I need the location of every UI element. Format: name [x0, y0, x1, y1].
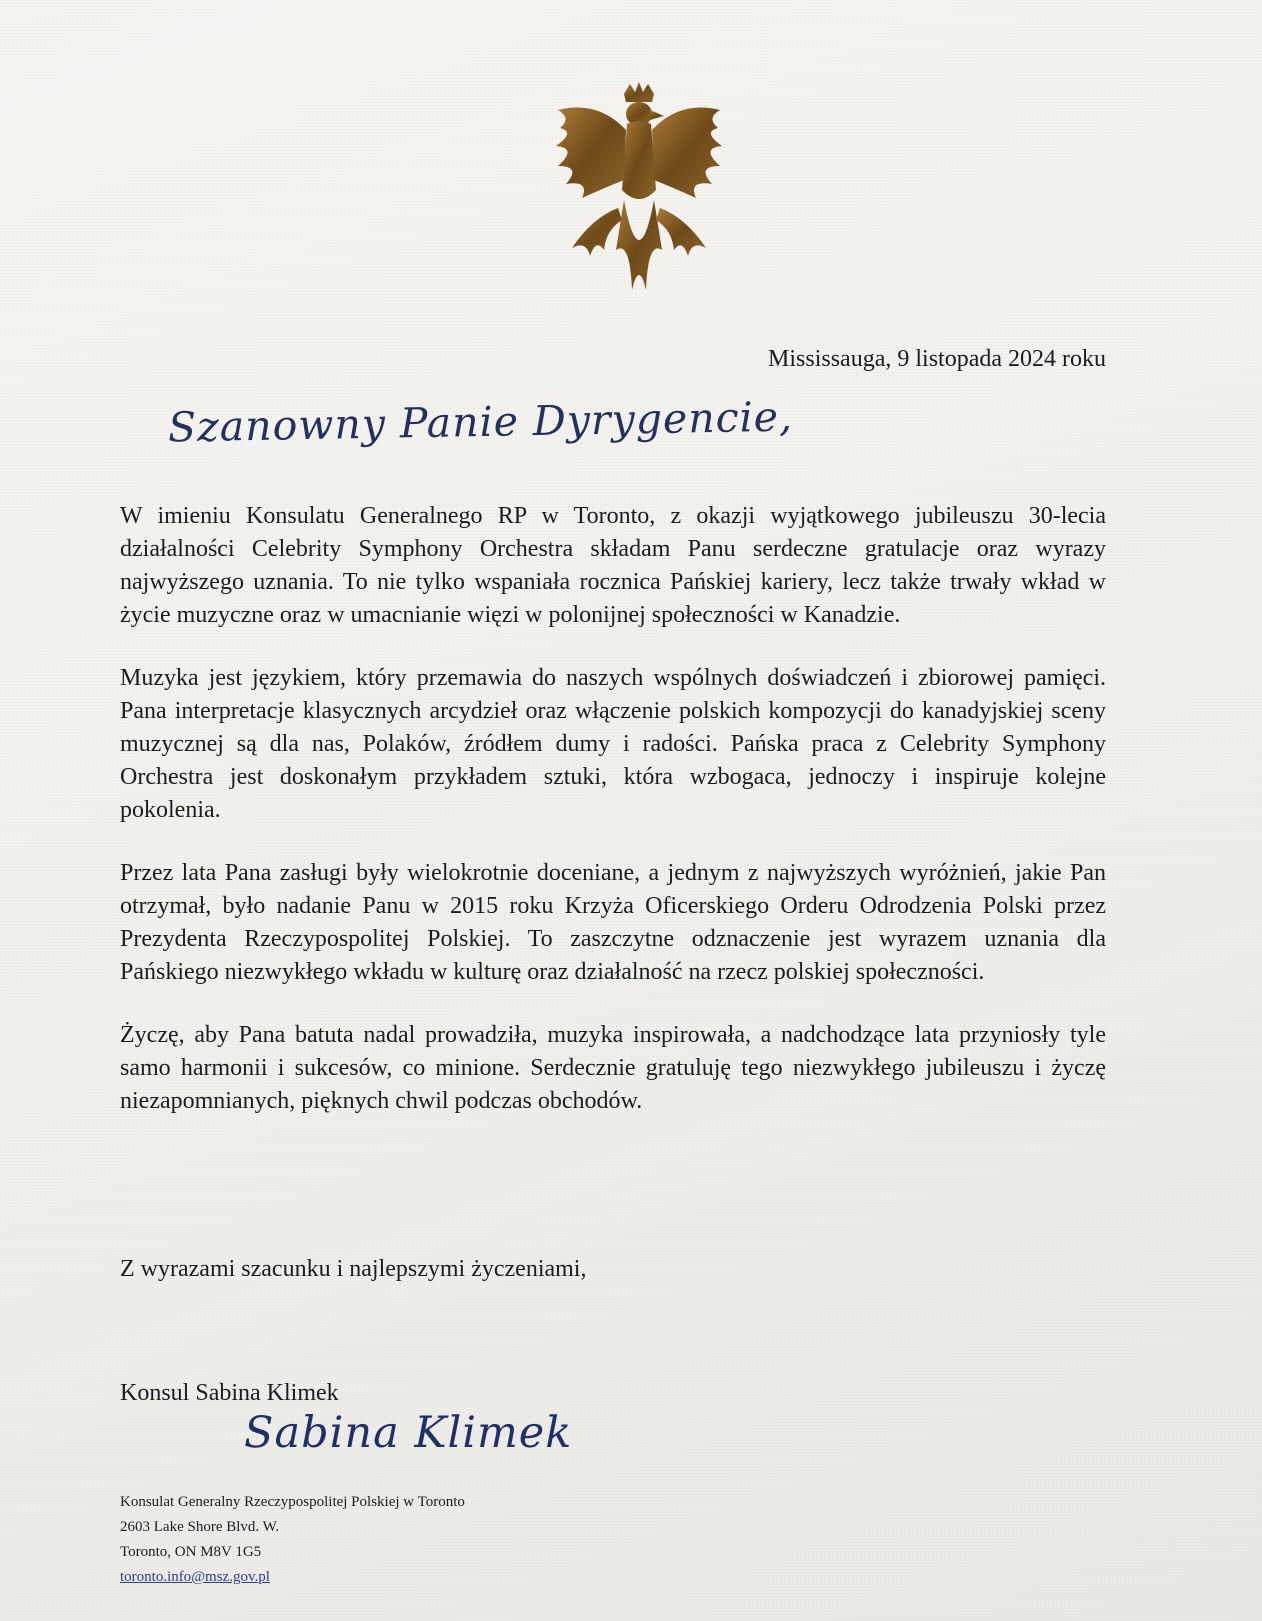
footer-street: 2603 Lake Shore Blvd. W. — [120, 1519, 280, 1535]
paragraph-1: W imieniu Konsulatu Generalnego RP w Toronto, z okazji wyjątkowego jubileuszu 30-lecia działalności Celebrity Symphony Orchestra składam Panu serdeczne gratulacje oraz wyrazy najwyższego uznania. To nie tylko wspaniała rocznica Pańskiej kariery, lecz także trwały wkład w życie muzyczne oraz w umacnianie więzi w polonijnej społeczności w Kanadzie. — [120, 503, 1106, 628]
paragraph-2: Muzyka jest językiem, który przemawia do naszych wspólnych doświadczeń i zbiorowej pamięci. Pana interpretacje klasycznych arcydzieł oraz włączenie polskich kompozycji do kanadyjskiej sceny muzycznej są dla nas, Polaków, źródłem dumy i radości. Pańska praca z Celebrity Symphony Orchestra jest doskonałym przykładem sztuki, która wzbogaca, jednoczy i inspiruje kolejne pokolenia. — [120, 665, 1106, 823]
footer-email-link[interactable]: toronto.info@msz.gov.pl — [120, 1569, 270, 1585]
eagle-emblem-graphic — [538, 80, 740, 302]
letter-body — [120, 500, 1106, 1148]
paragraph-4: Życzę, aby Pana batuta nadal prowadziła, muzyka inspirowała, a nadchodzące lata przyniosły tyle samo harmonii i sukcesów, co minione. Serdecznie gratuluję tego niezwykłego jubileuszu i życzę niezapomnianych, pięknych chwil podczas obchodów. — [120, 1022, 1106, 1114]
eagle-emblem-icon — [538, 80, 740, 302]
handwritten-salutation: Szanowny Panie Dyrygencie, — [167, 392, 794, 452]
signer-name: Konsul Sabina Klimek — [120, 1380, 339, 1406]
footer-city: Toronto, ON M8V 1G5 — [120, 1544, 262, 1560]
closing-line: Z wyrazami szacunku i najlepszymi życzeniami, — [120, 1256, 587, 1282]
consulate-address — [120, 1490, 465, 1590]
paragraph-3: Przez lata Pana zasługi były wielokrotnie doceniane, a jednym z najwyższych wyróżnień, jakie Pan otrzymał, było nadanie Panu w 2015 roku Krzyża Oficerskiego Orderu Odrodzenia Polski przez Prezydenta Rzeczypospolitej Polskiej. To zaszczytne odznaczenie jest wyrazem uznania dla Pańskiego niezwykłego wkładu w kulturę oraz działalność na rzecz polskiej społeczności. — [120, 860, 1106, 985]
handwritten-signature: Sabina Klimek — [244, 1408, 573, 1458]
date-line: Mississauga, 9 listopada 2024 roku — [768, 346, 1106, 372]
footer-org: Konsulat Generalny Rzeczypospolitej Polskiej w Toronto — [120, 1494, 465, 1510]
